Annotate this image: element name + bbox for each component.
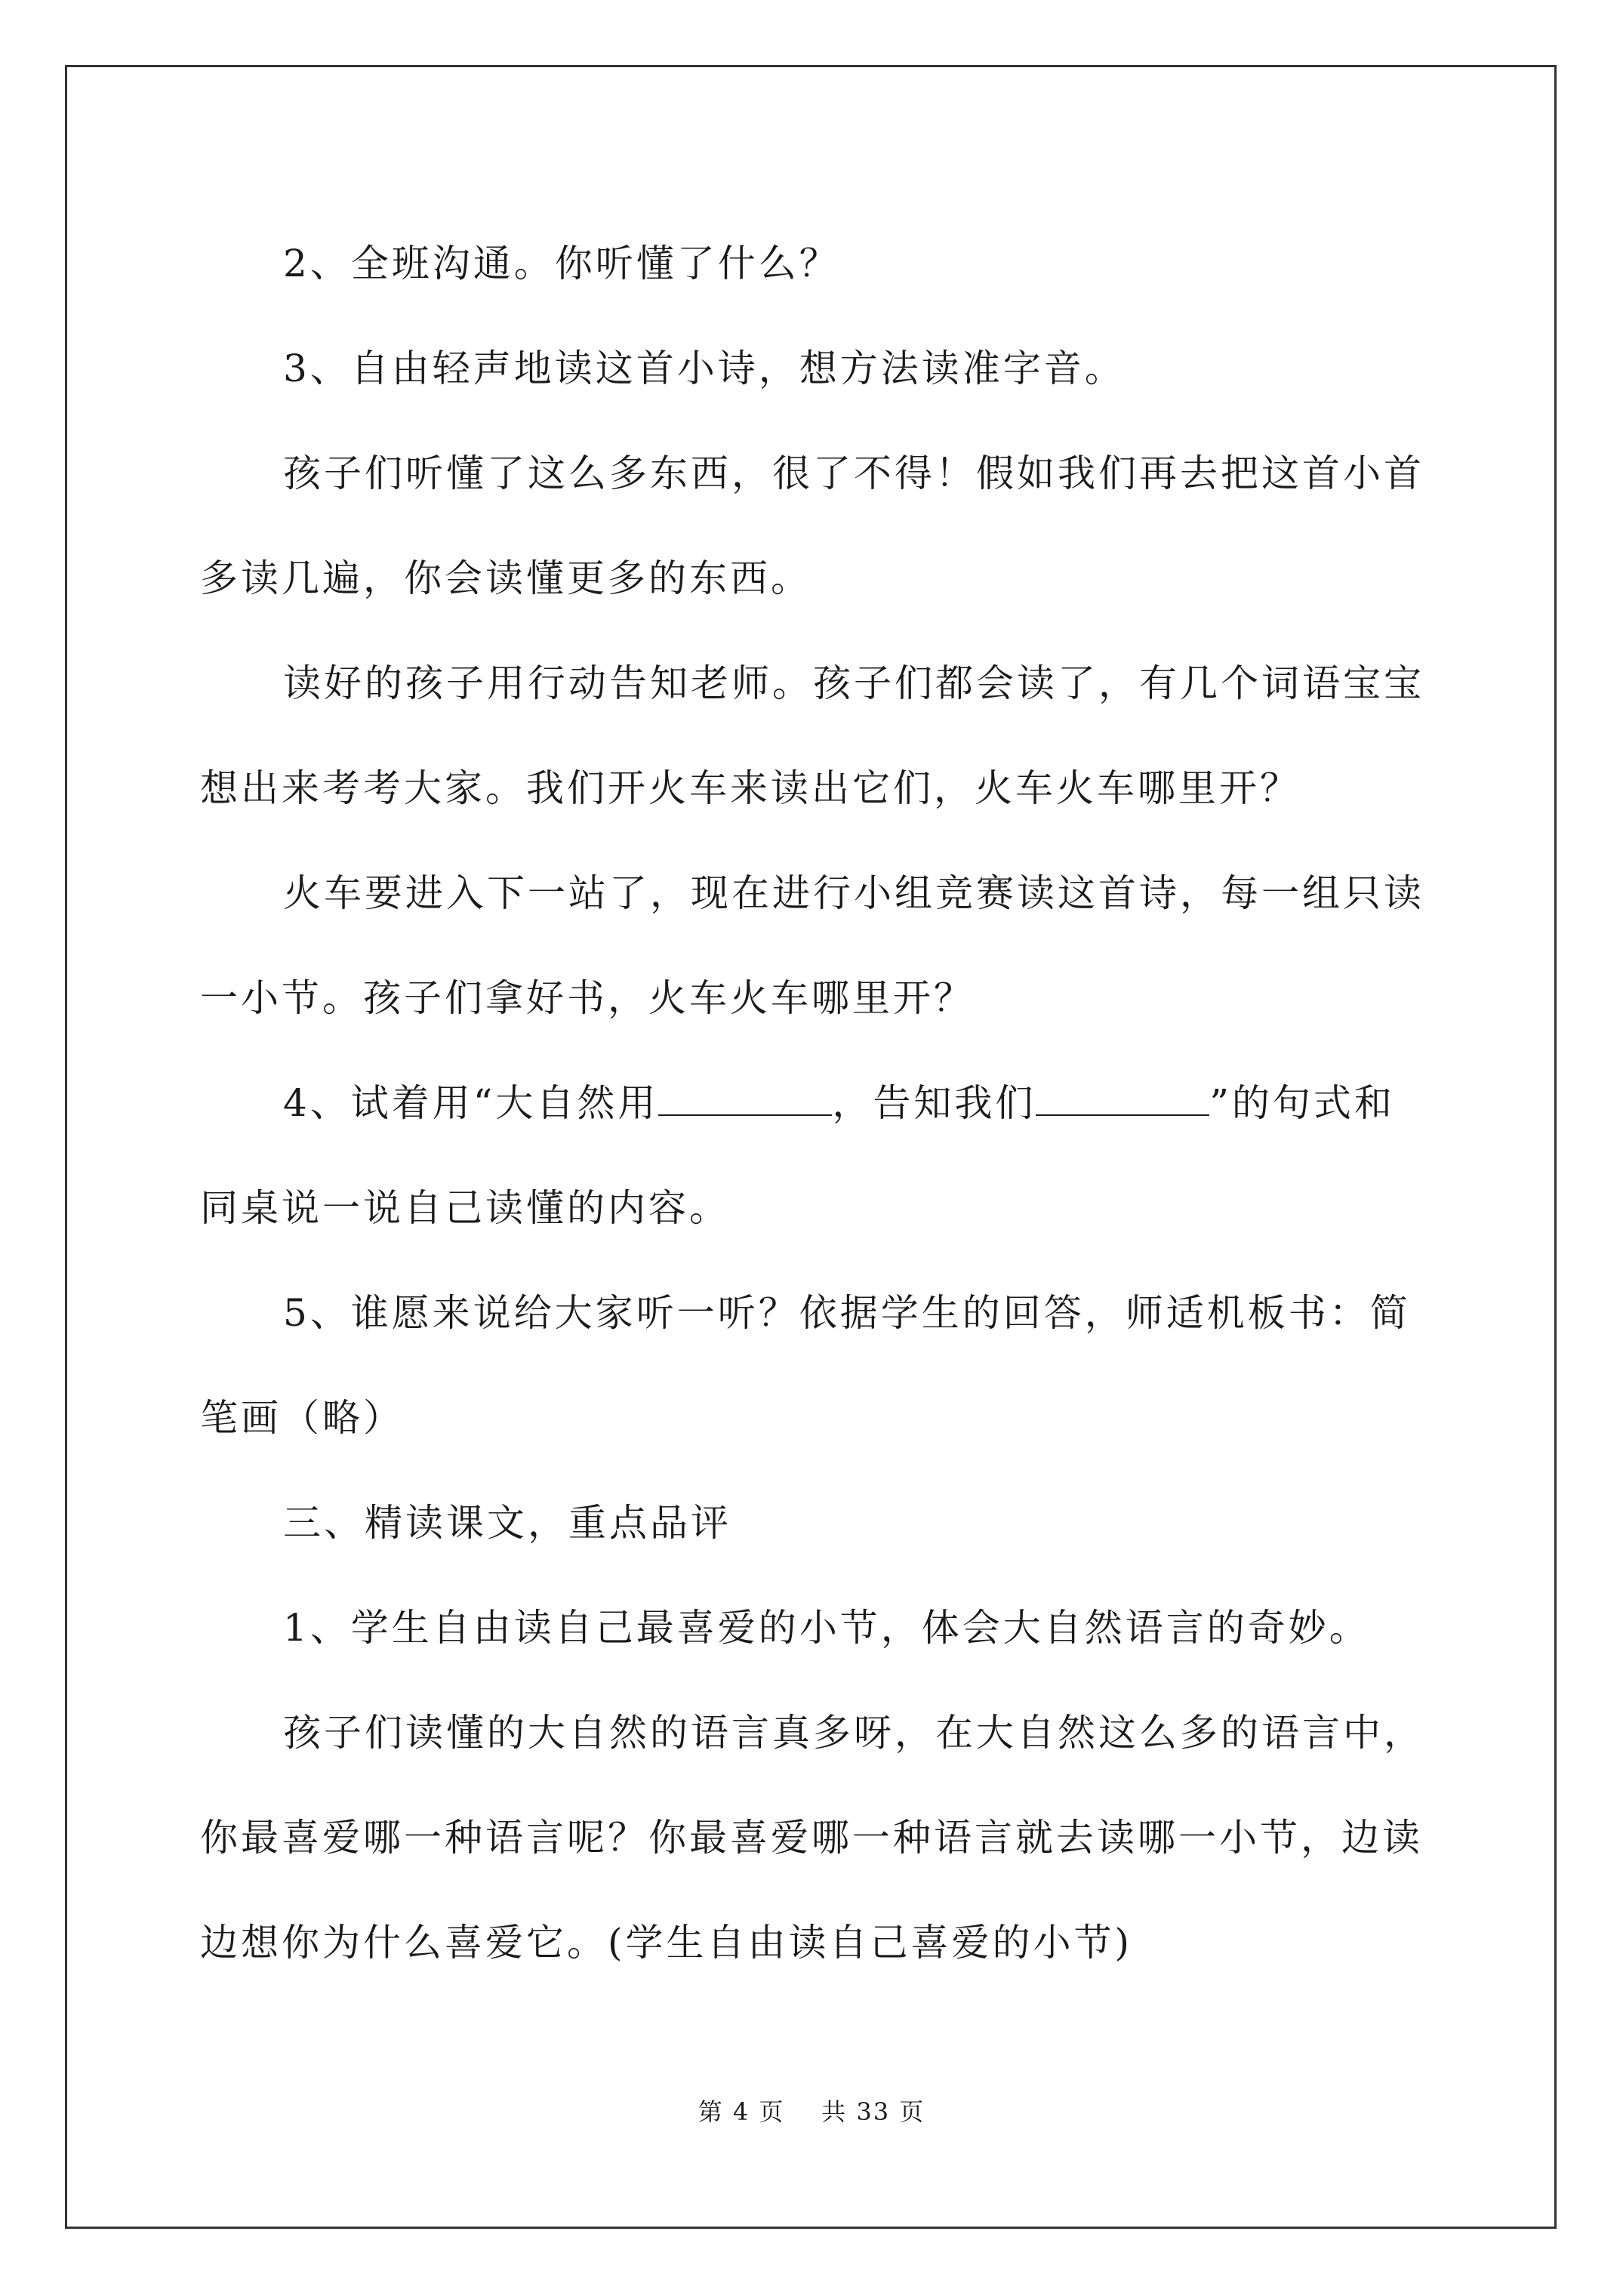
paragraph: 孩子们读懂的大自然的语言真多呀，在大自然这么多的语言中，你最喜爱哪一种语言呢？你最喜爱哪一种语言就去读哪一小节，边读边想你为什么喜爱它。(学生自由读自己喜爱的小节) xyxy=(200,1711,1424,1965)
paragraph: 火车要进入下一站了，现在进行小组竞赛读这首诗，每一组只读一小节。孩子们拿好书，火车火车哪里开？ xyxy=(200,871,1424,1020)
paragraph: 读好的孩子用行动告知老师。孩子们都会读了，有几个词语宝宝想出来考考大家。我们开火车来读出它们，火车火车哪里开？ xyxy=(200,661,1424,810)
document-body xyxy=(200,211,1431,1996)
paragraph: 5、谁愿来说给大家听一听？依据学生的回答，师适机板书：简笔画（略） xyxy=(200,1291,1411,1440)
blank-line xyxy=(1036,1092,1209,1116)
sentence-part: 4、试着用“大自然用 xyxy=(283,1081,659,1125)
blank-line xyxy=(658,1092,832,1116)
sentence-part: ，告知我们 xyxy=(832,1081,1036,1125)
paragraph: 3、自由轻声地读这首小诗，想方法读准字音。 xyxy=(283,347,1126,390)
paragraph: 2、全班沟通。你听懂了什么？ xyxy=(283,242,840,285)
page-number: 第 4 页 xyxy=(698,2097,785,2126)
page-footer xyxy=(0,2093,1623,2128)
section-heading: 三、精读课文，重点品评 xyxy=(283,1501,731,1545)
paragraph: 1、学生自由读自己最喜爱的小节，体会大自然语言的奇妙。 xyxy=(283,1606,1370,1650)
paragraph: 孩子们听懂了这么多东西，很了不得！假如我们再去把这首小首多读几遍，你会读懂更多的东西。 xyxy=(200,451,1424,600)
page-total: 共 33 页 xyxy=(821,2097,925,2126)
fill-in-sentence xyxy=(200,1051,1431,1261)
sentence-part: ”的句式和同桌说一说自己读懂的内容。 xyxy=(200,1081,1395,1230)
